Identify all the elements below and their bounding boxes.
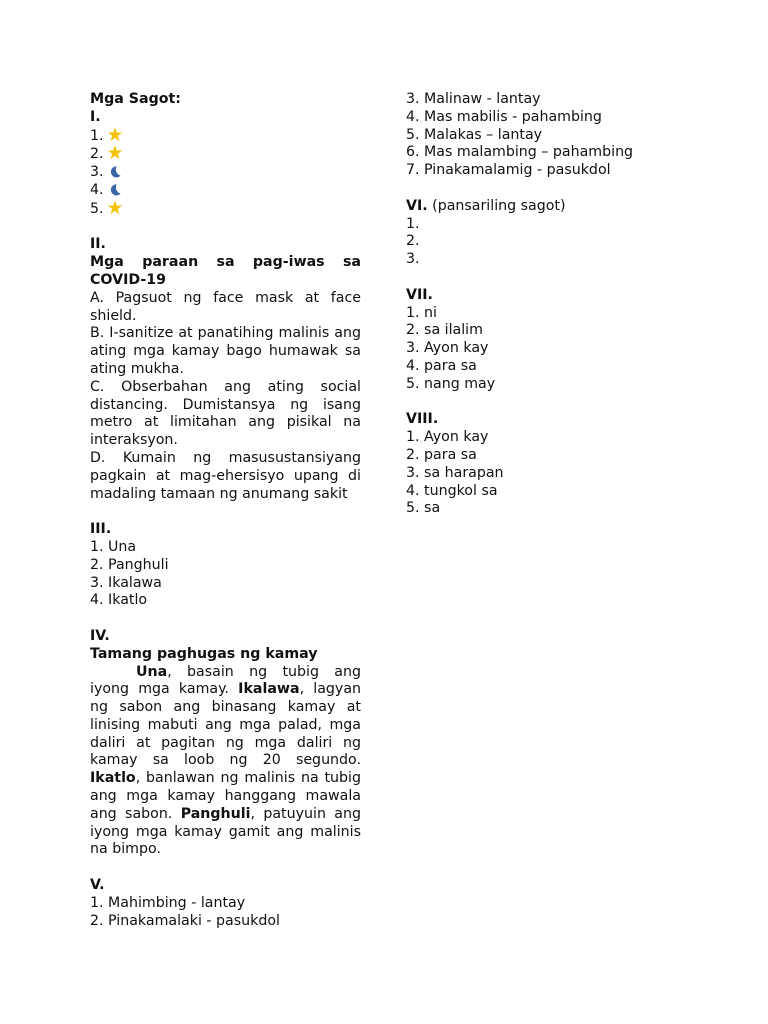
covid-tip-a: A. Pagsuot ng face mask at face shield.: [90, 289, 361, 324]
list-item: 2. Panghuli: [90, 556, 169, 573]
list-item: 4. Mas mabilis - pahambing: [406, 108, 602, 125]
item-number: 4.: [90, 181, 104, 198]
list-item: 3.: [406, 251, 420, 268]
list-item: 5. Malakas – lantay: [406, 126, 543, 143]
covid-tip-c: C. Obserbahan ang ating social distancing. Dumistansya ng isang metro at limitahan ang pisikal na interaksyon.: [90, 378, 361, 449]
list-item: 1.: [406, 215, 420, 232]
step-word: Panghuli: [180, 805, 251, 822]
star-icon: ★: [106, 196, 124, 219]
section-1-item: [90, 164, 361, 182]
section-6-number: VI.: [406, 197, 428, 214]
list-item: 7. Pinakamalamig - pasukdol: [406, 162, 611, 179]
section-2-number: II.: [90, 236, 106, 253]
section-1-item: [90, 196, 361, 219]
item-number: 2.: [90, 146, 104, 163]
step-text: , patuyuin ang iyong mga kamay gamit ang malinis na bimpo.: [90, 805, 361, 858]
item-number: 1.: [90, 127, 104, 144]
step-word: Ikalawa: [238, 681, 300, 698]
item-number: 3.: [90, 164, 104, 181]
star-icon: ★: [106, 142, 124, 165]
section-1-number: I.: [90, 108, 101, 125]
list-item: 2.: [406, 233, 420, 250]
list-item: 4. tungkol sa: [406, 482, 498, 499]
section-1-item: [90, 182, 361, 200]
moon-icon: [107, 183, 122, 196]
section-3-number: III.: [90, 521, 112, 538]
list-item: 3. Ikalawa: [90, 574, 162, 591]
left-column: [90, 91, 361, 930]
covid-tip-b: B. I-sanitize at panatihing malinis ang ating mga kamay bago humawak sa ating mukha.: [90, 325, 361, 377]
list-item: 3. Ayon kay: [406, 340, 489, 357]
list-item: 2. Pinakamalaki - pasukdol: [90, 912, 280, 929]
section-4-title: Tamang paghugas ng kamay: [90, 645, 318, 662]
list-item: 4. Ikatlo: [90, 592, 148, 609]
list-item: 3. Malinaw - lantay: [406, 91, 541, 107]
list-item: 2. para sa: [406, 446, 477, 463]
step-word: Ikatlo: [90, 770, 136, 787]
covid-tip-d: D. Kumain ng masusustansiyang pagkain at mag-ehersisyo upang di madaling tamaan ng anumang sakit: [90, 449, 361, 502]
handwashing-paragraph: [90, 664, 361, 860]
star-icon: ★: [106, 123, 124, 146]
section-1-item: [90, 142, 361, 165]
section-4-number: IV.: [90, 627, 110, 644]
list-item: 1. ni: [406, 304, 437, 321]
list-item: 4. para sa: [406, 357, 477, 374]
list-item: 2. sa ilalim: [406, 322, 483, 339]
list-item: 3. sa harapan: [406, 464, 504, 481]
section-2-title: Mga paraan sa pag-iwas sa COVID-19: [90, 254, 361, 288]
list-item: 5. nang may: [406, 375, 496, 392]
list-item: 5. sa: [406, 500, 441, 517]
step-text: , banlawan ng malinis na tubig ang mga kamay hanggang mawala ang sabon.: [90, 770, 361, 822]
right-column: [406, 91, 706, 518]
list-item: 1. Ayon kay: [406, 429, 489, 446]
step-word: Una: [136, 663, 168, 680]
step-text: , basain ng tubig ang iyong mga kamay.: [90, 663, 361, 698]
list-item: 1. Mahimbing - lantay: [90, 894, 246, 911]
answers-heading: Mga Sagot:: [90, 91, 181, 107]
moon-icon: [107, 165, 122, 178]
list-item: 1. Una: [90, 538, 137, 555]
step-text: , lagyan ng sabon ang binasang kamay at linising mabuti ang mga palad, mga daliri at pagitan ng mga daliri ng kamay sa loob ng 20 segundo.: [90, 681, 362, 769]
section-8-number: VIII.: [406, 411, 439, 428]
list-item: 6. Mas malambing – pahambing: [406, 144, 634, 161]
section-6-heading: [406, 198, 706, 216]
section-1-item: [90, 123, 361, 146]
section-7-number: VII.: [406, 286, 433, 303]
item-number: 5.: [90, 200, 104, 217]
section-5-number: V.: [90, 877, 105, 894]
section-6-note: (pansariling sagot): [427, 197, 566, 214]
